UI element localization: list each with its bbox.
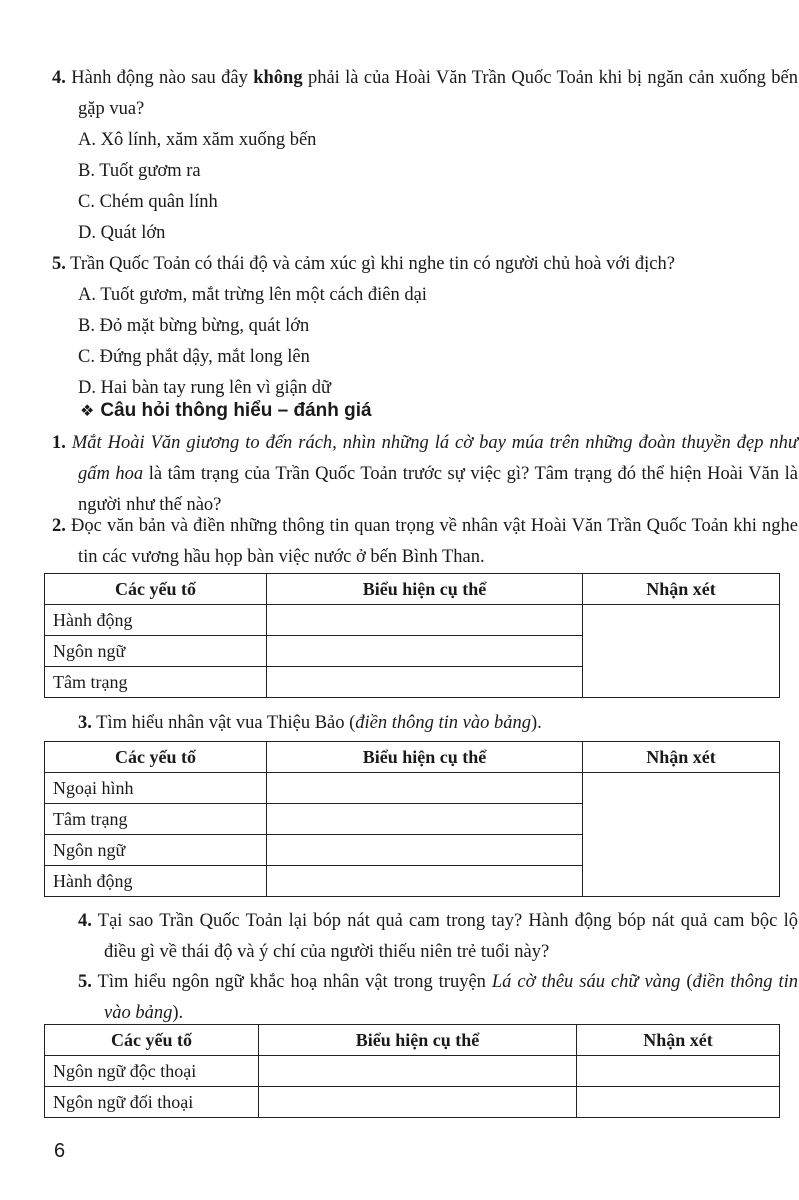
- comment-cell[interactable]: [577, 1087, 780, 1118]
- answer-cell[interactable]: [267, 636, 583, 667]
- diamond-bullet-icon: ❖: [80, 401, 95, 420]
- header-factors: Các yếu tố: [45, 574, 267, 605]
- question-2-comprehension: 2. Đọc văn bản và điền những thông tin quan trọng về nhân vật Hoài Văn Trần Quốc Toản khi nghe tin các vương hầu họp bàn việc nước ở bến Bình Than.: [52, 516, 799, 567]
- answer-cell[interactable]: [259, 1056, 577, 1087]
- row-label: Ngôn ngữ độc thoại: [45, 1056, 259, 1087]
- header-comment: Nhận xét: [577, 1025, 780, 1056]
- q5-option-b: B. Đỏ mặt bừng bừng, quát lớn: [78, 316, 310, 336]
- header-manifestation: Biểu hiện cụ thể: [267, 742, 583, 773]
- q5-option-d: D. Hai bàn tay rung lên vì giận dữ: [78, 378, 332, 398]
- header-comment: Nhận xét: [583, 742, 780, 773]
- header-factors: Các yếu tố: [45, 742, 267, 773]
- section-heading: ❖ Câu hỏi thông hiểu – đánh giá: [80, 400, 372, 421]
- answer-cell[interactable]: [267, 804, 583, 835]
- q4-option-c: C. Chém quân lính: [78, 192, 218, 212]
- answer-cell[interactable]: [267, 773, 583, 804]
- header-comment: Nhận xét: [583, 574, 780, 605]
- table-q3: [44, 741, 780, 897]
- question-5-comprehension: 5. Tìm hiểu ngôn ngữ khắc hoạ nhân vật trong truyện Lá cờ thêu sáu chữ vàng (điền thông tin vào bảng).: [78, 972, 798, 1023]
- q4-option-d: D. Quát lớn: [78, 223, 166, 243]
- row-label: Ngôn ngữ đối thoại: [45, 1087, 259, 1118]
- table-header-row: [45, 1025, 780, 1056]
- answer-cell[interactable]: [267, 835, 583, 866]
- table-row: [45, 1087, 780, 1118]
- table-row: [45, 1056, 780, 1087]
- header-manifestation: Biểu hiện cụ thể: [267, 574, 583, 605]
- page-number: 6: [54, 1140, 66, 1162]
- q5-option-c: C. Đứng phắt dậy, mắt long lên: [78, 347, 310, 367]
- question-4-recall: 4. Hành động nào sau đây không phải là của Hoài Văn Trần Quốc Toản khi bị ngăn cản xuống bến gặp vua?: [52, 68, 799, 119]
- question-5-recall: 5. Trần Quốc Toản có thái độ và cảm xúc gì khi nghe tin có người chủ hoà với địch?: [52, 254, 675, 274]
- q4-option-a: A. Xô lính, xăm xăm xuống bến: [78, 130, 317, 150]
- comment-cell[interactable]: [577, 1056, 780, 1087]
- question-1-comprehension: 1. Mắt Hoài Văn giương to đến rách, nhìn những lá cờ bay múa trên những đoàn thuyền đẹp như gấm hoa là tâm trạng của Trần Quốc Toản trước sự việc gì? Tâm trạng đó thể hiện Hoài Văn là người như thế nào?: [52, 433, 799, 515]
- table-header-row: [45, 742, 780, 773]
- table-q2: [44, 573, 780, 698]
- answer-cell[interactable]: [267, 605, 583, 636]
- question-3-comprehension: 3. Tìm hiểu nhân vật vua Thiệu Bảo (điền thông tin vào bảng).: [78, 713, 542, 733]
- table-row: [45, 773, 780, 804]
- row-label: Ngôn ngữ: [45, 636, 267, 667]
- answer-cell[interactable]: [267, 866, 583, 897]
- row-label: Hành động: [45, 866, 267, 897]
- answer-cell[interactable]: [267, 667, 583, 698]
- table-row: [45, 605, 780, 636]
- table-q5: [44, 1024, 780, 1118]
- header-factors: Các yếu tố: [45, 1025, 259, 1056]
- row-label: Tâm trạng: [45, 667, 267, 698]
- header-manifestation: Biểu hiện cụ thể: [259, 1025, 577, 1056]
- answer-cell[interactable]: [259, 1087, 577, 1118]
- row-label: Ngoại hình: [45, 773, 267, 804]
- comment-cell[interactable]: [583, 773, 780, 897]
- question-4-comprehension: 4. Tại sao Trần Quốc Toản lại bóp nát quả cam trong tay? Hành động bóp nát quả cam bộc lộ điều gì về thái độ và ý chí của người thiếu niên trẻ tuổi này?: [78, 911, 798, 962]
- row-label: Tâm trạng: [45, 804, 267, 835]
- comment-cell[interactable]: [583, 605, 780, 698]
- row-label: Hành động: [45, 605, 267, 636]
- q4-option-b: B. Tuốt gươm ra: [78, 161, 201, 181]
- row-label: Ngôn ngữ: [45, 835, 267, 866]
- table-header-row: [45, 574, 780, 605]
- q5-option-a: A. Tuốt gươm, mắt trừng lên một cách điên dại: [78, 285, 427, 305]
